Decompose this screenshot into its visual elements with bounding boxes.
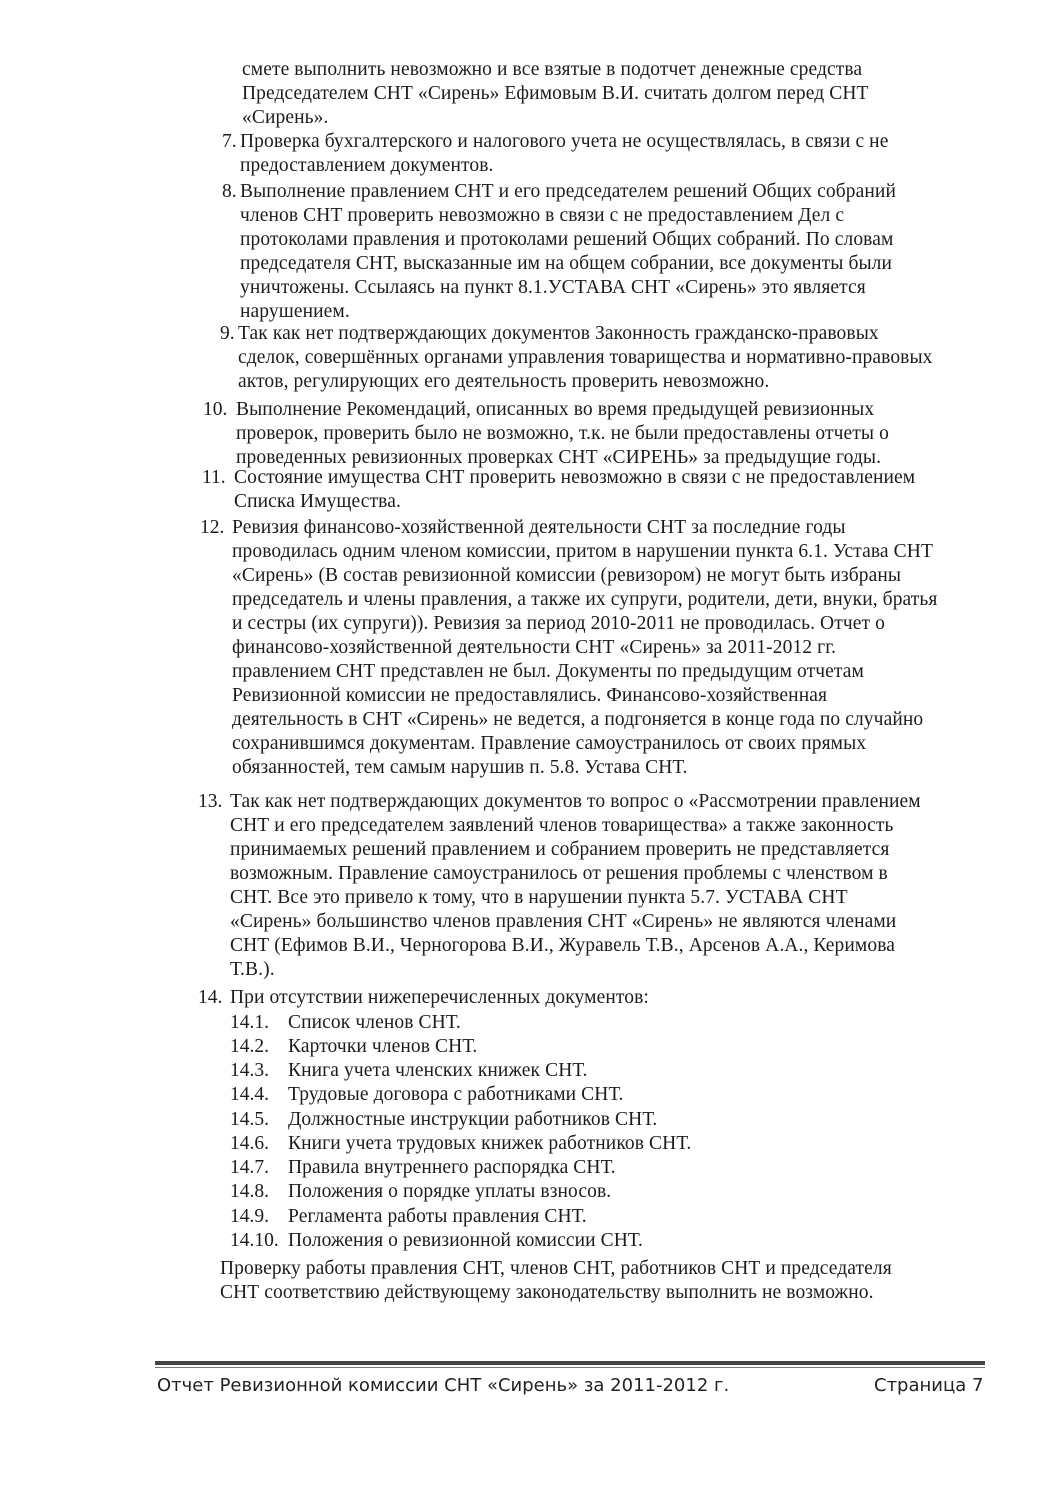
text-line: Состояние имущества СНТ проверить невозможно в связи с не предоставлением (234, 467, 916, 488)
footer-rule-thin (155, 1367, 985, 1368)
footer-title: Отчет Ревизионной комиссии СНТ «Сирень» за 2011-2012 г. (157, 1375, 730, 1396)
text-line: Ревизионной комиссии не предоставлялись. Финансово-хозяйственная (232, 685, 828, 706)
subitem-text: Регламента работы правления СНТ. (288, 1206, 587, 1227)
subitem-number: 14.7. (230, 1157, 269, 1178)
text-line: Председателем СНТ «Сирень» Ефимовым В.И. считать долгом перед СНТ (242, 83, 869, 104)
subitem-text: Трудовые договора с работниками СНТ. (288, 1084, 624, 1105)
text-line: проводилась одним членом комиссии, притом в нарушении пункта 6.1. Устава СНТ (232, 541, 933, 562)
text-line: Списка Имущества. (234, 491, 401, 512)
text-line: обязанностей, тем самым нарушив п. 5.8. Устава СНТ. (232, 757, 688, 778)
text-line: Так как нет подтверждающих документов Законность гражданско-правовых (238, 323, 879, 344)
subitem-text: Книги учета трудовых книжек работников СНТ. (288, 1133, 692, 1154)
subitem-text: Книга учета членских книжек СНТ. (288, 1060, 588, 1081)
footer-rule (155, 1361, 985, 1365)
subitem-number: 14.5. (230, 1109, 269, 1130)
text-line: проведенных ревизионных проверках СНТ «СИРЕНЬ» за предыдущие годы. (236, 447, 882, 468)
item-number: 9. (220, 323, 235, 344)
footer-page-number: Страница 7 (874, 1375, 984, 1396)
subitem-number: 14.9. (230, 1206, 269, 1227)
subitem-number: 14.8. (230, 1181, 269, 1202)
text-line: уничтожены. Ссылаясь на пункт 8.1.УСТАВА СНТ «Сирень» это является (240, 277, 866, 298)
text-line: протоколами правления и протоколами решений Общих собраний. По словам (240, 229, 894, 250)
subitem-text: Карточки членов СНТ. (288, 1036, 478, 1057)
subitem-text: Положения о ревизионной комиссии СНТ. (288, 1230, 643, 1251)
text-line: Так как нет подтверждающих документов то вопрос о «Рассмотрении правлением (230, 791, 921, 812)
subitem-text: Правила внутреннего распорядка СНТ. (288, 1157, 616, 1178)
subitem-number: 14.4. (230, 1084, 269, 1105)
text-line: Ревизия финансово-хозяйственной деятельности СНТ за последние годы (232, 517, 846, 538)
text-line: финансово-хозяйственной деятельности СНТ «Сирень» за 2011-2012 гг. (232, 637, 837, 658)
text-line: председателя СНТ, высказанные им на общем собрании, все документы были (240, 253, 893, 274)
conclusion-line: Проверку работы правления СНТ, членов СНТ, работников СНТ и председателя (220, 1258, 892, 1279)
text-line: принимаемых решений правлением и собранием проверить не представляется (230, 839, 890, 860)
subitem-text: Положения о порядке уплаты взносов. (288, 1181, 612, 1202)
text-line: проверок, проверить было не возможно, т.к. не были предоставлены отчеты о (236, 423, 889, 444)
text-line: актов, регулирующих его деятельность проверить невозможно. (238, 371, 770, 392)
item-number: 8. (222, 181, 237, 202)
subitem-number: 14.1. (230, 1012, 269, 1033)
text-line: предоставлением документов. (240, 155, 494, 176)
item-number: 13. (198, 791, 223, 812)
subitem-number: 14.3. (230, 1060, 269, 1081)
text-line: «Сирень». (242, 107, 329, 128)
subitem-text: Должностные инструкции работников СНТ. (288, 1109, 658, 1130)
text-line: СНТ и его председателем заявлений членов товарищества» а также законность (230, 815, 894, 836)
text-line: СНТ. Все это привело к тому, что в нарушении пункта 5.7. УСТАВА СНТ (230, 887, 848, 908)
item-number: 11. (202, 467, 226, 488)
text-line: нарушением. (240, 301, 350, 322)
subitem-text: Список членов СНТ. (288, 1012, 461, 1033)
text-line: «Сирень» (В состав ревизионной комиссии (ревизором) не могут быть избраны (232, 565, 902, 586)
text-line: Выполнение Рекомендаций, описанных во время предыдущей ревизионных (236, 399, 875, 420)
text-line: председатель и члены правления, а также их супруги, родители, дети, внуки, братья (232, 589, 938, 610)
text-line: Проверка бухгалтерского и налогового учета не осуществлялась, в связи с не (240, 131, 889, 152)
subitem-number: 14.2. (230, 1036, 269, 1057)
item-number: 10. (203, 399, 228, 420)
text-line: и сестры (их супруги)). Ревизия за период 2010-2011 не проводилась. Отчет о (232, 613, 885, 634)
text-line: СНТ (Ефимов В.И., Черногорова В.И., Журавель Т.В., Арсенов А.А., Керимова (230, 935, 896, 956)
text-line: смете выполнить невозможно и все взятые в подотчет денежные средства (242, 59, 863, 80)
text-line: членов СНТ проверить невозможно в связи с не предоставлением Дел с (240, 205, 845, 226)
item-number: 14. (198, 987, 223, 1008)
text-line: правлением СНТ представлен не был. Документы по предыдущим отчетам (232, 661, 864, 682)
item-number: 12. (200, 517, 225, 538)
text-line: Т.В.). (230, 959, 275, 980)
text-line: сделок, совершённых органами управления товарищества и нормативно-правовых (238, 347, 933, 368)
text-line: возможным. Правление самоустранилось от решения проблемы с членством в (230, 863, 888, 884)
text-line: «Сирень» большинство членов правления СНТ «Сирень» не являются членами (230, 911, 897, 932)
conclusion-line: СНТ соответствию действующему законодательству выполнить не возможно. (220, 1282, 874, 1303)
text-line: Выполнение правлением СНТ и его председателем решений Общих собраний (240, 181, 896, 202)
subitem-number: 14.10. (230, 1230, 279, 1251)
item-number: 7. (222, 131, 237, 152)
subitem-number: 14.6. (230, 1133, 269, 1154)
text-line: При отсутствии нижеперечисленных документов: (230, 987, 649, 1008)
text-line: сохранившимся документам. Правление самоустранилось от своих прямых (232, 733, 867, 754)
text-line: деятельность в СНТ «Сирень» не ведется, а подгоняется в конце года по случайно (232, 709, 924, 730)
